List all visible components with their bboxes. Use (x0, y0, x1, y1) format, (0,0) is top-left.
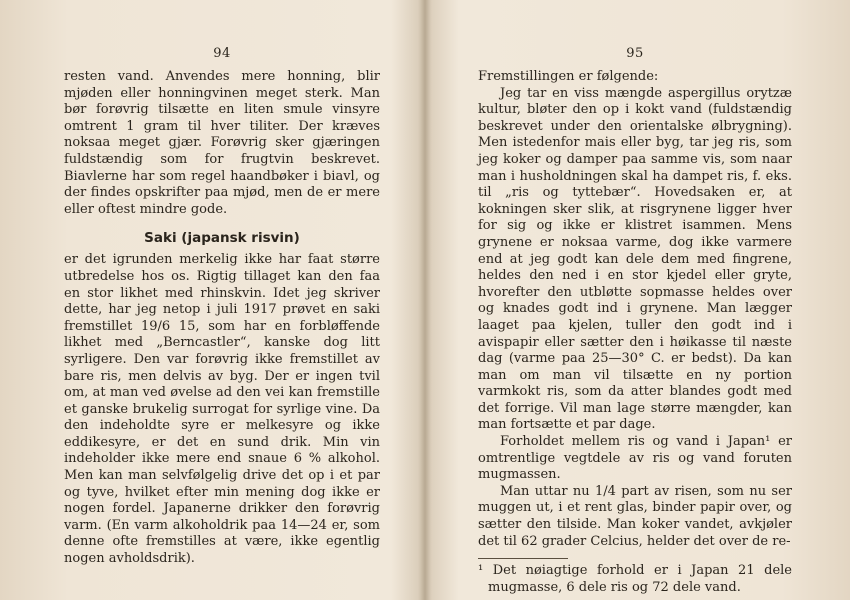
right-page (430, 0, 850, 600)
right-text-block (478, 69, 792, 596)
left-paragraph-2: er det igrunden merkelig ikke har faat større utbredelse hos os. Rigtig tillaget kan den faa en stor likhet med rhinskvin. Idet jeg skriver dette, har jeg netop i juli 1917 prøvet en saki fremstillet 19/6 15, som har en forbløffende likhet med „Berncastler“, kanske dog litt syrligere. Den var forøvrig ikke fremstillet av bare ris, men delvis av byg. Der er ingen tvil om, at man ved øvelse ad den vei kan fremstille et ganske brukelig surrogat for syrlige vine. Da den indeholdte syre er melkesyre og ikke eddikesyre, er det en sund drik. Min vin indeholder ikke mere end snaue 6 % alkohol. Men kan man selvfølgelig drive det op i et par og tyve, hvilket efter min mening dog ikke er nogen fordel. Japanerne drikker den forøvrig varm. (En varm alkoholdrik paa 14—24 er, som denne ofte fremstilles at være, ikke egentlig nogen avholdsdrik). (64, 252, 380, 567)
right-paragraph-2: Jeg tar en viss mængde aspergillus orytzæ kultur, bløter den op i kokt vand (fuldstændig beskrevet under den orientalske ølbrygning). Men istedenfor mais eller byg, tar jeg ris, som jeg koker og damper paa samme vis, som naar man i husholdningen skal ha dampet ris, f. eks. til „ris og tyttebær“. Hovedsaken er, at kokningen sker slik, at risgrynene ligger hver for sig og ikke er klistret isammen. Mens grynene er noksaa varme, dog ikke varmere end at jeg godt kan dele dem med fingrene, heldes den ned i en stor kjedel eller gryte, hvorefter den utbløtte sopmasse heldes over og knades godt ind i grynene. Man lægger laaget paa kjelen, tuller den godt ind i avispapir eller sætter den i høikasse til næste dag (varme paa 25—30° C. er bedst). Da kan man om man vil tilsætte en ny portion varmkokt ris, som da atter blandes godt med det forrige. Vil man lage større mængder, kan man fortsætte et par dage. (478, 85, 792, 433)
section-heading: Saki (japansk risvin) (144, 230, 300, 247)
right-paragraph-3: Forholdet mellem ris og vand i Japan¹ er omtrentlige vegtdele av ris og vand foruten mugmassen. (478, 434, 792, 483)
right-paragraph-4: Man uttar nu 1/4 part av risen, som nu ser muggen ut, i et rent glas, binder papir over, og sætter den tilside. Man koker vandet, avkjøler det til 62 grader Celcius, helder det over de re- (478, 483, 792, 549)
right-paragraph-1: Fremstillingen er følgende: (478, 69, 659, 84)
footnote-divider (478, 558, 568, 559)
page-number-left: 94 (213, 46, 231, 61)
page-number-right: 95 (626, 46, 644, 61)
left-paragraph-1: resten vand. Anvendes mere honning, blir mjøden eller honningvinen meget sterk. Man bør forøvrig tilsætte en liten smule vinsyre omtrent 1 gram til hver tiliter. Der kræves noksaa meget gjær. Forøvrig sker gjæringen fuldstændig som for frugtvin beskrevet. Biavlerne har som regel haandbøker i biavl, og der findes opskrifter paa mjød, men de er mere eller oftest mindre gode. (64, 69, 380, 217)
left-text-block (64, 69, 380, 568)
footnote: ¹ Det nøiagtige forhold er i Japan 21 dele mugmasse, 6 dele ris og 72 dele vand. (478, 563, 792, 595)
left-page (0, 0, 420, 600)
